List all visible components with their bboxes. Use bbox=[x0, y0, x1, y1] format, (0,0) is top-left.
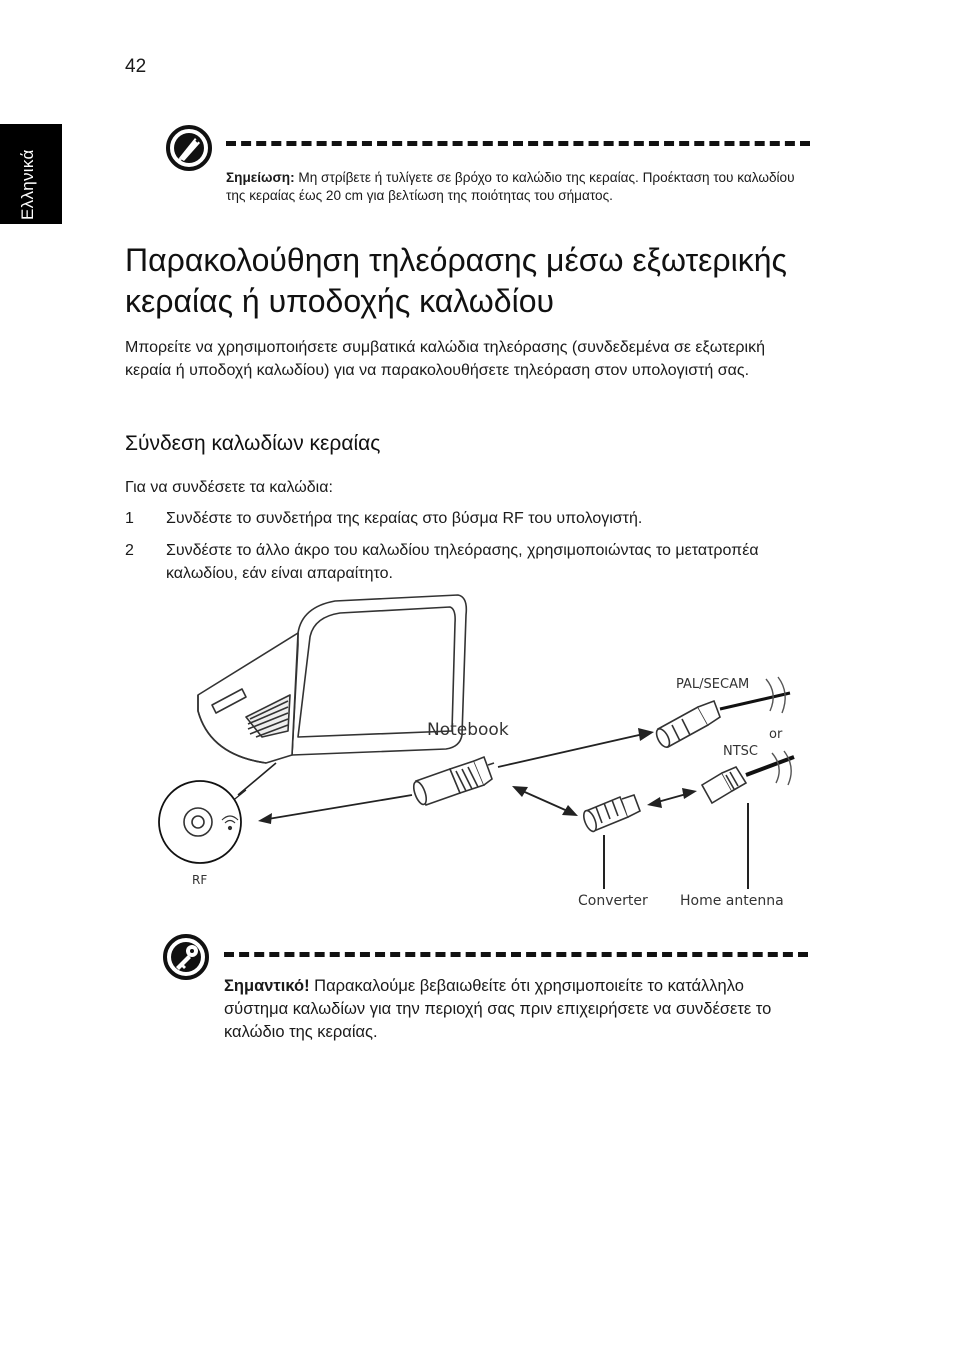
home-antenna-label: Home antenna bbox=[680, 893, 784, 909]
step-text: Συνδέστε το άλλο άκρο του καλωδίου τηλεόρασης, χρησιμοποιώντας το μετατροπέα καλωδίου, εάν είναι απαραίτητο. bbox=[166, 542, 759, 582]
language-tab-label: Ελληνικά bbox=[18, 149, 37, 220]
intro-paragraph: Μπορείτε να χρησιμοποιήσετε συμβατικά καλώδια τηλεόρασης (συνδεδεμένα σε εξωτερική κεραία ή υποδοχή καλωδίου) για να παρακολουθήσετε τηλεόραση στον υπολογιστή σας. bbox=[125, 339, 765, 379]
section-title: Παρακολούθηση τηλεόρασης μέσω εξωτερικής κεραίας ή υποδοχής καλωδίου bbox=[125, 242, 787, 319]
step-item bbox=[125, 507, 825, 530]
language-tab bbox=[0, 124, 62, 224]
converter-illustration bbox=[581, 795, 640, 833]
lead-text: Για να συνδέσετε τα καλώδια: bbox=[125, 479, 333, 496]
note-body: Μη στρίβετε ή τυλίγετε σε βρόχο το καλώδιο της κεραίας. Προέκταση του καλωδίου της κεραίας έως 20 cm για βελτίωση της ποιότητας του σήματος. bbox=[226, 170, 795, 203]
important-text bbox=[224, 975, 794, 1044]
notebook-label: Notebook bbox=[427, 720, 509, 740]
note-label: Σημείωση: bbox=[226, 170, 295, 185]
important-body: Παρακαλούμε βεβαιωθείτε ότι χρησιμοποιείτε το κατάλληλο σύστημα καλωδίων για την περιοχή σας πριν επιχειρήσετε να συνδέσετε το καλώδιο της κεραίας. bbox=[224, 977, 772, 1041]
rf-port-icon bbox=[159, 781, 241, 863]
step-number: 2 bbox=[125, 542, 134, 559]
note-text bbox=[226, 169, 806, 205]
key-important-icon bbox=[162, 933, 210, 981]
rf-plug-illustration bbox=[411, 757, 494, 806]
subheading: Σύνδεση καλωδίων κεραίας bbox=[125, 432, 381, 455]
converter-label: Converter bbox=[578, 893, 648, 909]
page-number: 42 bbox=[125, 56, 147, 77]
step-text: Συνδέστε το συνδετήρα της κεραίας στο βύσμα RF του υπολογιστή. bbox=[166, 510, 643, 527]
pal-secam-label: PAL/SECAM bbox=[676, 677, 750, 692]
ntsc-plug-illustration bbox=[702, 767, 746, 803]
connection-diagram bbox=[150, 585, 810, 915]
or-label: or bbox=[769, 727, 783, 742]
important-label: Σημαντικό! bbox=[224, 977, 310, 995]
rf-label: RF bbox=[192, 873, 208, 887]
pal-secam-plug-illustration bbox=[654, 701, 720, 749]
steps-list bbox=[125, 507, 825, 594]
step-item bbox=[125, 539, 765, 585]
note-divider bbox=[226, 141, 810, 146]
pen-note-icon bbox=[165, 124, 213, 172]
step-number: 1 bbox=[125, 510, 134, 527]
important-divider bbox=[224, 952, 808, 957]
ntsc-label: NTSC bbox=[723, 744, 758, 759]
